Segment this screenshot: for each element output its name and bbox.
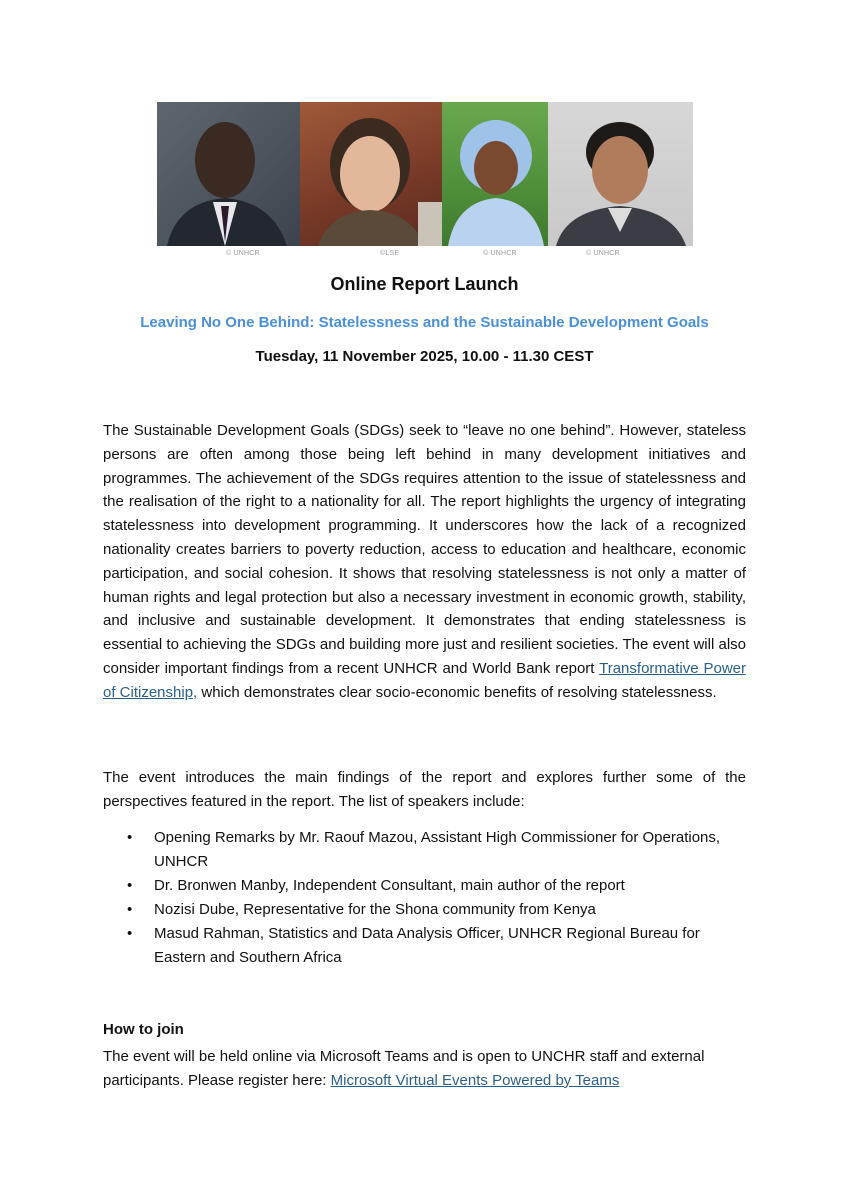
registration-link[interactable]: Microsoft Virtual Events Powered by Teams: [330, 1072, 620, 1089]
page-title: Online Report Launch: [330, 274, 519, 294]
speaker-photo-4: [548, 102, 693, 246]
photo-credit-4: © UNHCR: [586, 250, 620, 257]
list-item: [103, 922, 746, 970]
bullet-icon: •: [127, 901, 133, 918]
speaker-photo-2: [300, 102, 442, 246]
photo-credits: [0, 250, 849, 260]
list-item: [103, 826, 746, 874]
speaker-photo-3: [442, 102, 548, 246]
photo-credit-3: © UNHCR: [483, 250, 517, 257]
report-subtitle: Leaving No One Behind: Statelessness and the Sustainable Development Goals: [140, 314, 709, 331]
how-to-join-text: [103, 1045, 746, 1093]
speaker-photos: [157, 102, 693, 246]
list-item: [103, 874, 746, 898]
speaker-text: Nozisi Dube, Representative for the Shona community from Kenya: [154, 901, 596, 918]
event-date: Tuesday, 11 November 2025, 10.00 - 11.30 CEST: [255, 348, 594, 365]
paragraph-text-continued: which demonstrates clear socio-economic benefits of resolving statelessness.: [197, 683, 717, 701]
bullet-icon: •: [127, 925, 133, 942]
speaker-text: Opening Remarks by Mr. Raouf Mazou, Assistant High Commissioner for Operations, UNHCR: [154, 829, 721, 870]
speaker-text: Dr. Bronwen Manby, Independent Consultant, main author of the report: [154, 877, 625, 894]
join-text: The event will be held online via Microsoft Teams and is open to UNCHR staff and external participants. Please register here:: [103, 1048, 705, 1089]
speakers-intro-paragraph: The event introduces the main findings of the report and explores further some of the perspectives featured in the report. The list of speakers include:: [103, 769, 746, 810]
bullet-icon: •: [127, 829, 133, 846]
speaker-text: Masud Rahman, Statistics and Data Analysis Officer, UNHCR Regional Bureau for Eastern and Southern Africa: [154, 925, 700, 966]
how-to-join-heading: How to join: [103, 1021, 184, 1038]
photo-credit-2: ©LSE: [380, 250, 400, 257]
speaker-photo-1: [157, 102, 300, 246]
bullet-icon: •: [127, 877, 133, 894]
speakers-list: [103, 826, 746, 970]
list-item: [103, 898, 746, 922]
paragraph-text: The Sustainable Development Goals (SDGs) seek to “leave no one behind”. However, stateless persons are often among those being left behind in many development initiatives and programmes. The achievement of the SDGs requires attention to the issue of statelessness and the realisation of the right to a nationality for all. The report highlights the urgency of integrating statelessness into development programming. It underscores how the lack of a recognized nationality creates barriers to poverty reduction, access to education and healthcare, economic participation, and social cohesion. It shows that resolving statelessness is not only a matter of human rights and legal protection but also a necessary investment in economic growth, stability, and inclusive and sustainable development. It demonstrates that ending statelessness is essential to achieving the SDGs and building more just and resilient societies. The event will also consider important findings from a recent UNHCR and World Bank report: [103, 422, 746, 677]
photo-credit-1: © UNHCR: [226, 250, 260, 257]
citizenship-report-link[interactable]: Transformative Power of Citizenship,: [103, 659, 747, 701]
description-paragraph: [103, 419, 746, 705]
